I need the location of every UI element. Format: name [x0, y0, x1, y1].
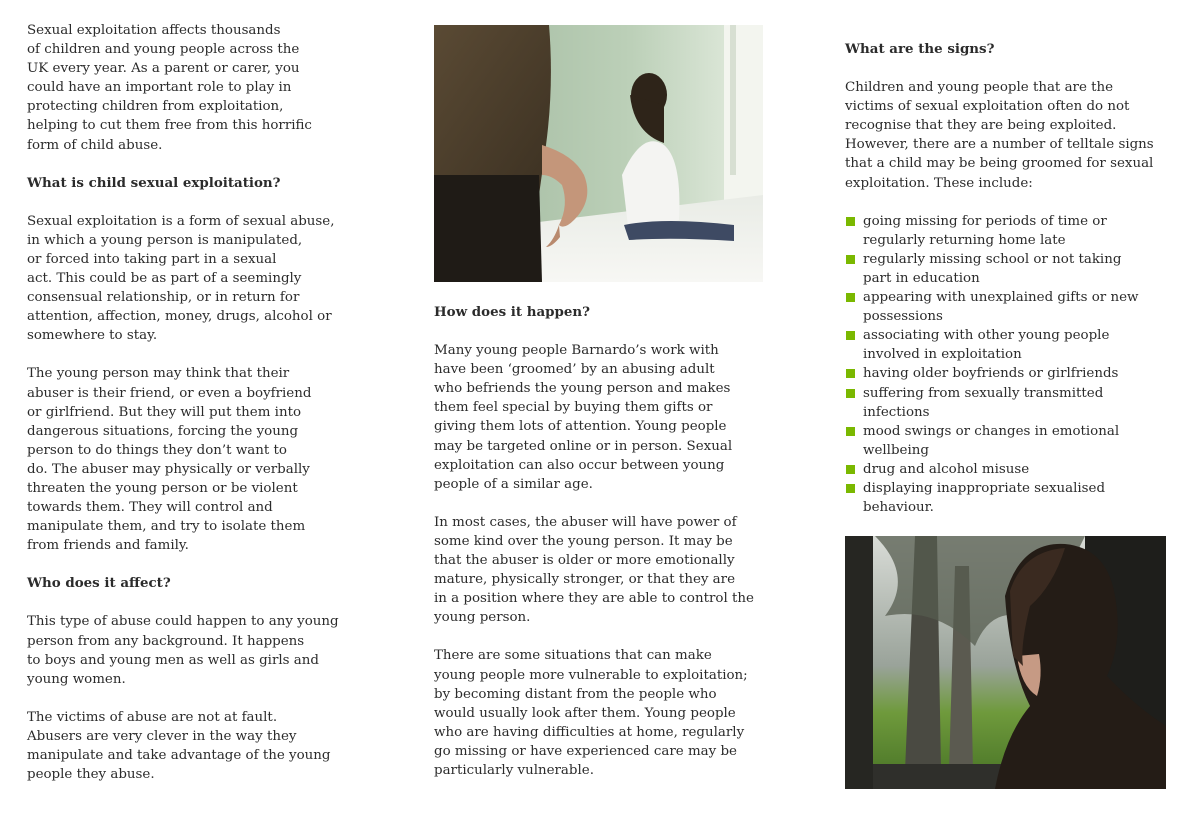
green-square-bullet-icon — [846, 255, 855, 264]
who-paragraph-2: The victims of abuse are not at fault. Abusers are very clever in the way they manipulate and take advantage of the young people they abuse. — [27, 709, 331, 783]
who-paragraph-1: This type of abuse could happen to any young person from any background. It happens to boys and young men as well as girls and young women. — [27, 614, 339, 687]
list-item: associating with other young people involved in exploitation — [845, 326, 1175, 364]
list-item: suffering from sexually transmitted infections — [845, 384, 1175, 422]
heading-who-affected: Who does it affect? — [27, 575, 171, 592]
green-square-bullet-icon — [846, 217, 855, 226]
column-1 — [27, 21, 372, 803]
signs-list — [845, 212, 1175, 518]
list-item: going missing for periods of time or regularly returning home late — [845, 212, 1175, 250]
heading-what-are-signs: What are the signs? — [845, 41, 995, 57]
how-paragraph-2: In most cases, the abuser will have power of some kind over the young person. It may be that the abuser is older or more emotionally mature, physically stronger, or that they are in a position where they are able to control the young person. — [434, 514, 754, 626]
green-square-bullet-icon — [846, 389, 855, 398]
list-item: displaying inappropriate sexualised behaviour. — [845, 479, 1175, 517]
heading-how-it-happens: How does it happen? — [434, 304, 590, 320]
green-square-bullet-icon — [846, 369, 855, 378]
what-paragraph-1: Sexual exploitation is a form of sexual abuse, in which a young person is manipulated, or forced into taking part in a sexual act. This could be as part of a seemingly consensual relationship, or in return for attention, affection, money, drugs, alcohol or somewhere to stay. — [27, 213, 335, 344]
heading-what-is-cse: What is child sexual exploitation? — [27, 174, 281, 191]
photo-girl-at-window — [845, 536, 1166, 789]
list-item: appearing with unexplained gifts or new possessions — [845, 288, 1175, 326]
how-paragraph-3: There are some situations that can make young people more vulnerable to exploitation; by becoming distant from the people who would usually look after them. Young people who are having difficulties at home, regularly go missing or have experienced care may be particularly vulnerable. — [434, 648, 748, 778]
list-item: mood swings or changes in emotional wellbeing — [845, 422, 1175, 460]
list-item: regularly missing school or not taking part in education — [845, 250, 1175, 288]
how-paragraph-1: Many young people Barnardo’s work with have been ‘groomed’ by an abusing adult who befriends the young person and makes them feel special by buying them gifts or giving them lots of attention. Young people may be targeted online or in person. Sexual exploitation can also occur between young people of a similar age. — [434, 343, 733, 492]
green-square-bullet-icon — [846, 427, 855, 436]
intro-paragraph: Sexual exploitation affects thousands of children and young people across the UK every year. As a parent or carer, you could have an important role to play in protecting children from exploitation, helping to cut them free from this horrific form of child abuse. — [27, 23, 312, 153]
list-item: drug and alcohol misuse — [845, 460, 1175, 479]
green-square-bullet-icon — [846, 331, 855, 340]
signs-intro-paragraph: Children and young people that are the victims of sexual exploitation often do not recognise that they are being exploited. However, there are a number of telltale signs that a child may be being groomed for sexual exploitation. These include: — [845, 80, 1154, 191]
column-2 — [434, 25, 769, 799]
column-3 — [845, 40, 1175, 789]
green-square-bullet-icon — [846, 293, 855, 302]
green-square-bullet-icon — [846, 465, 855, 474]
photo-adult-and-girl — [434, 25, 763, 282]
what-paragraph-2: The young person may think that their abuser is their friend, or even a boyfriend or girlfriend. But they will put them into dangerous situations, forcing the young person to do things they don’t want to do. The abuser may physically or verbally threaten the young person or be violent towards them. They will control and manipulate them, and try to isolate them from friends and family. — [27, 366, 312, 554]
green-square-bullet-icon — [846, 484, 855, 493]
list-item: having older boyfriends or girlfriends — [845, 364, 1175, 383]
